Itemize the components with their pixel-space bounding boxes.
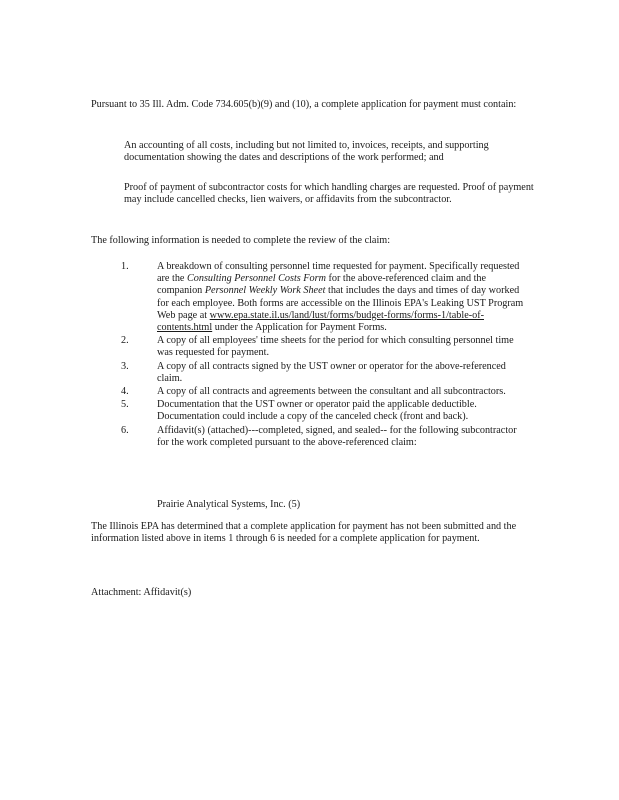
item-1-text-d: under the Application for Payment Forms. xyxy=(212,322,387,334)
list-item-number: 3. xyxy=(121,360,129,372)
list-item-number: 6. xyxy=(121,424,129,436)
list-item-number: 1. xyxy=(121,261,129,272)
personnel-weekly-work-sheet-title: Personnel Weekly Work Sheet xyxy=(204,285,326,297)
requirement-proof-of-payment: Proof of payment of subcontractor costs for which handling charges are requested. Proof of payment may include cancelled checks, lien waivers, or affidavits from the subcontractor. xyxy=(124,182,534,206)
list-item-number: 5. xyxy=(121,399,129,411)
following-info-intro: The following information is needed to complete the review of the claim: xyxy=(91,235,391,246)
list-item xyxy=(121,425,531,449)
list-item-text: A copy of all contracts and agreements between the consultant and all subcontractors. xyxy=(157,386,506,398)
list-item xyxy=(121,361,531,385)
forms-url-link[interactable]: www.epa.state.il.us/land/lust/forms/budget-forms/forms-1/table-of-contents.html xyxy=(157,309,484,334)
item-1-text-a: A breakdown of consulting personnel time requested for payment. Specifically requested are the xyxy=(157,261,520,285)
list-item xyxy=(121,261,531,334)
requested-items-list xyxy=(121,261,531,449)
epa-determination-paragraph: The Illinois EPA has determined that a complete application for payment has not been submitted and the information listed above in items 1 through 6 is needed for a complete application for payment. xyxy=(91,521,517,545)
list-item-text: Affidavit(s) (attached)---completed, signed, and sealed-- for the following subcontractor for the work completed pursuant to the above-referenced claim: xyxy=(157,424,517,448)
list-item-text: Documentation that the UST owner or operator paid the applicable deductible. Documentation could include a copy of the canceled check (front and back). xyxy=(157,399,477,423)
list-item-number: 2. xyxy=(121,335,129,347)
list-item-number: 4. xyxy=(121,386,129,398)
item-1-text-b: for the above-referenced claim and the companion xyxy=(157,273,487,297)
list-item xyxy=(121,399,531,423)
list-item-text: A copy of all employees' time sheets for the period for which consulting personnel time was requested for payment. xyxy=(157,335,514,359)
intro-paragraph: Pursuant to 35 Ill. Adm. Code 734.605(b)(9) and (10), a complete application for payment must contain: xyxy=(91,99,517,110)
attachment-line: Attachment: Affidavit(s) xyxy=(91,587,192,598)
subcontractor-name: Prairie Analytical Systems, Inc. (5) xyxy=(157,499,301,510)
list-item-text: A copy of all contracts signed by the UST owner or operator for the above-referenced claim. xyxy=(157,360,506,384)
list-item xyxy=(121,386,531,398)
item-1-text-c: that includes the days and times of day worked for each employee. Both forms are accessible on the Illinois EPA's Leaking UST Program Web page at xyxy=(157,285,524,321)
list-item xyxy=(121,335,531,359)
consulting-personnel-costs-form-title: Consulting Personnel Costs Form xyxy=(186,273,326,285)
requirement-accounting: An accounting of all costs, including but not limited to, invoices, receipts, and supporting documentation showing the dates and descriptions of the work performed; and xyxy=(124,140,489,164)
